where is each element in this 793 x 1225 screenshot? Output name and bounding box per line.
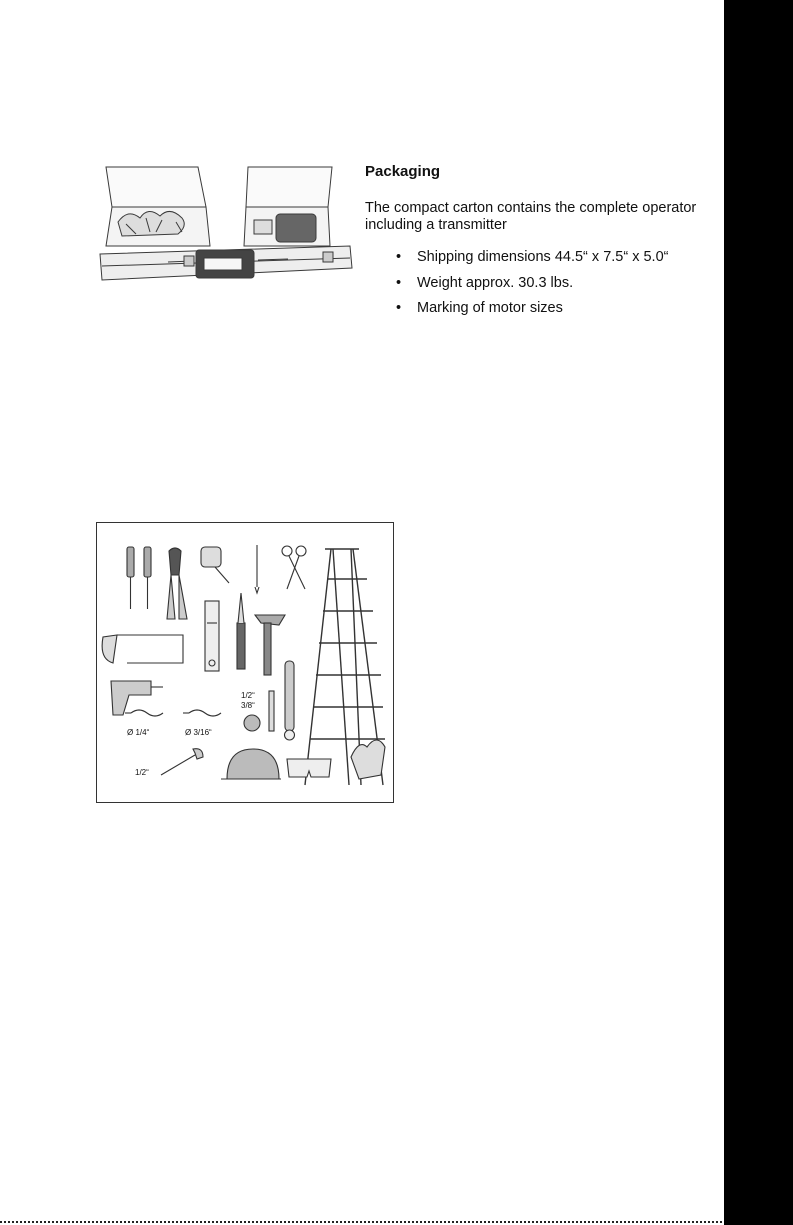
bullet-icon: •: [396, 300, 402, 316]
ratchet-icon: [285, 661, 295, 740]
left-carton-open: [106, 167, 210, 246]
socket-size-label: 1/2“: [241, 691, 255, 700]
scissors-icon: [282, 546, 306, 589]
packaging-carton-illustration: [98, 162, 356, 284]
drill-bit-icon: [183, 710, 221, 716]
hammer-icon: [255, 615, 285, 675]
spirit-level-icon: [205, 601, 219, 671]
tape-measure-icon: [201, 547, 229, 583]
wrench-icon: [161, 749, 203, 775]
hacksaw-icon: [102, 635, 183, 663]
page-bottom-rule: [0, 1221, 724, 1223]
file-tool-icon: [237, 593, 245, 669]
work-gloves-icon: [351, 740, 385, 779]
chapter-side-tab: [724, 0, 793, 1225]
list-item: • Weight approx. 30.3 lbs.: [396, 274, 574, 291]
socket-size-label: 3/8“: [241, 701, 255, 710]
rail-carton: [100, 246, 352, 280]
screwdriver-icon: [144, 547, 151, 609]
right-carton-open: [244, 167, 332, 246]
packaging-specs-list: [365, 248, 720, 318]
hard-hat-icon: [221, 749, 281, 779]
list-item: • Marking of motor sizes: [396, 300, 563, 316]
safety-glasses-icon: [287, 759, 331, 777]
drill-bit-size-label: Ø 3/16“: [185, 728, 212, 737]
packaging-description: The compact carton contains the complete operator including a transmitter: [365, 200, 697, 233]
screwdriver-icon: [127, 547, 134, 609]
drill-bit-size-label: Ø 1/4“: [127, 728, 150, 737]
pliers-icon: [167, 548, 187, 619]
drill-bit-icon: [125, 710, 163, 716]
required-tools-figure: [96, 522, 394, 803]
wrench-size-label: 1/2“: [135, 768, 149, 777]
bullet-icon: •: [396, 249, 402, 265]
packaging-section: [365, 163, 720, 325]
list-item: • Shipping dimensions 44.5“ x 7.5“ x 5.0“: [396, 249, 669, 265]
bullet-icon: •: [396, 274, 402, 291]
pencil-icon: [255, 545, 259, 593]
packaging-heading: Packaging: [365, 163, 441, 180]
